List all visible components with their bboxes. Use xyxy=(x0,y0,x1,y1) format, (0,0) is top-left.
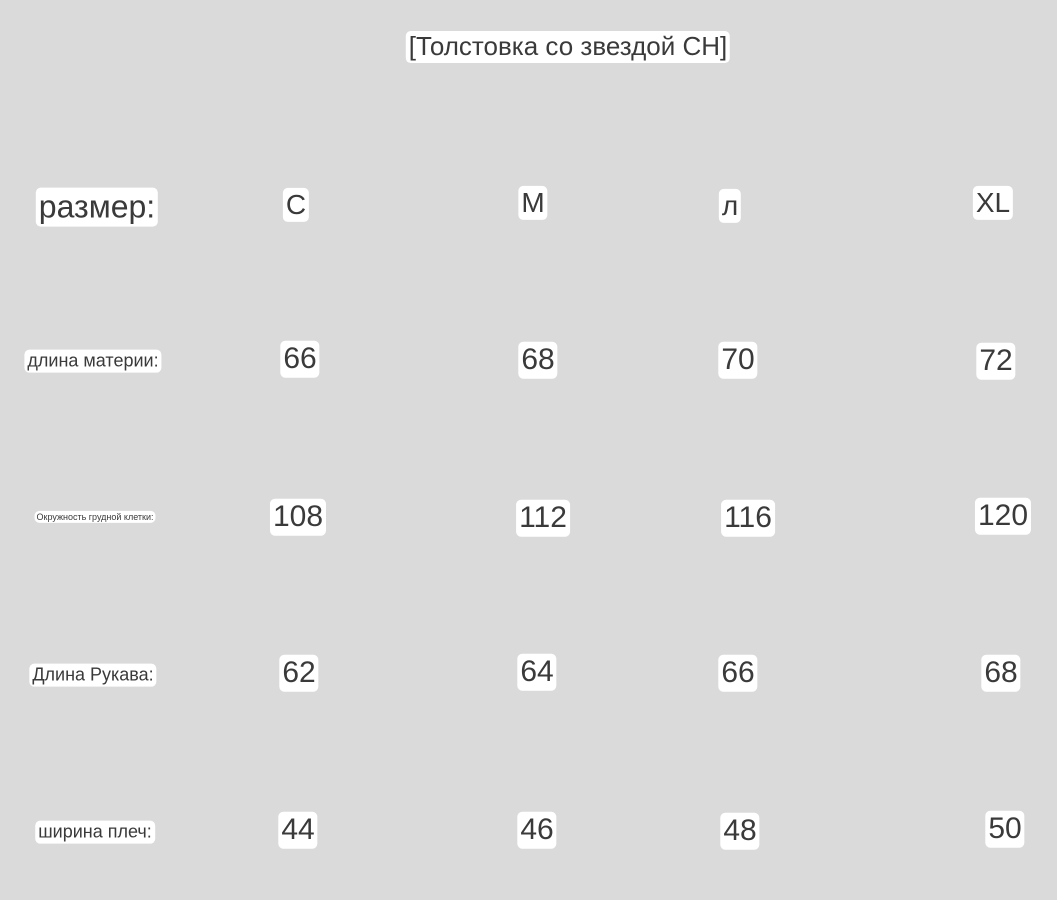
value-body-length-xl: 72 xyxy=(976,343,1015,380)
value-sleeve-xl: 68 xyxy=(981,655,1020,692)
value-shoulder-m: 46 xyxy=(517,812,556,849)
value-sleeve-s: 62 xyxy=(279,655,318,692)
value-chest-s: 108 xyxy=(270,499,326,536)
size-l: л xyxy=(719,189,741,223)
value-body-length-s: 66 xyxy=(280,341,319,378)
value-chest-xl: 120 xyxy=(975,498,1031,535)
size-xl: XL xyxy=(973,186,1013,220)
row-label-body-length: длина материи: xyxy=(24,350,161,373)
value-shoulder-l: 48 xyxy=(720,813,759,850)
value-body-length-l: 70 xyxy=(718,342,757,379)
value-sleeve-m: 64 xyxy=(517,654,556,691)
value-shoulder-s: 44 xyxy=(278,812,317,849)
size-m: М xyxy=(518,186,547,220)
size-s: С xyxy=(283,188,309,222)
value-shoulder-xl: 50 xyxy=(985,811,1024,848)
value-body-length-m: 68 xyxy=(518,342,557,379)
row-label-chest: Окружность грудной клетки: xyxy=(36,511,154,522)
size-header-label: размер: xyxy=(36,188,158,227)
value-sleeve-l: 66 xyxy=(718,655,757,692)
value-chest-m: 112 xyxy=(516,500,570,537)
row-label-shoulder-width: ширина плеч: xyxy=(35,821,155,844)
value-chest-l: 116 xyxy=(721,500,775,537)
row-label-sleeve-length: Длина Рукава: xyxy=(29,664,156,687)
page-title: [Толстовка со звездой СН] xyxy=(406,31,730,63)
